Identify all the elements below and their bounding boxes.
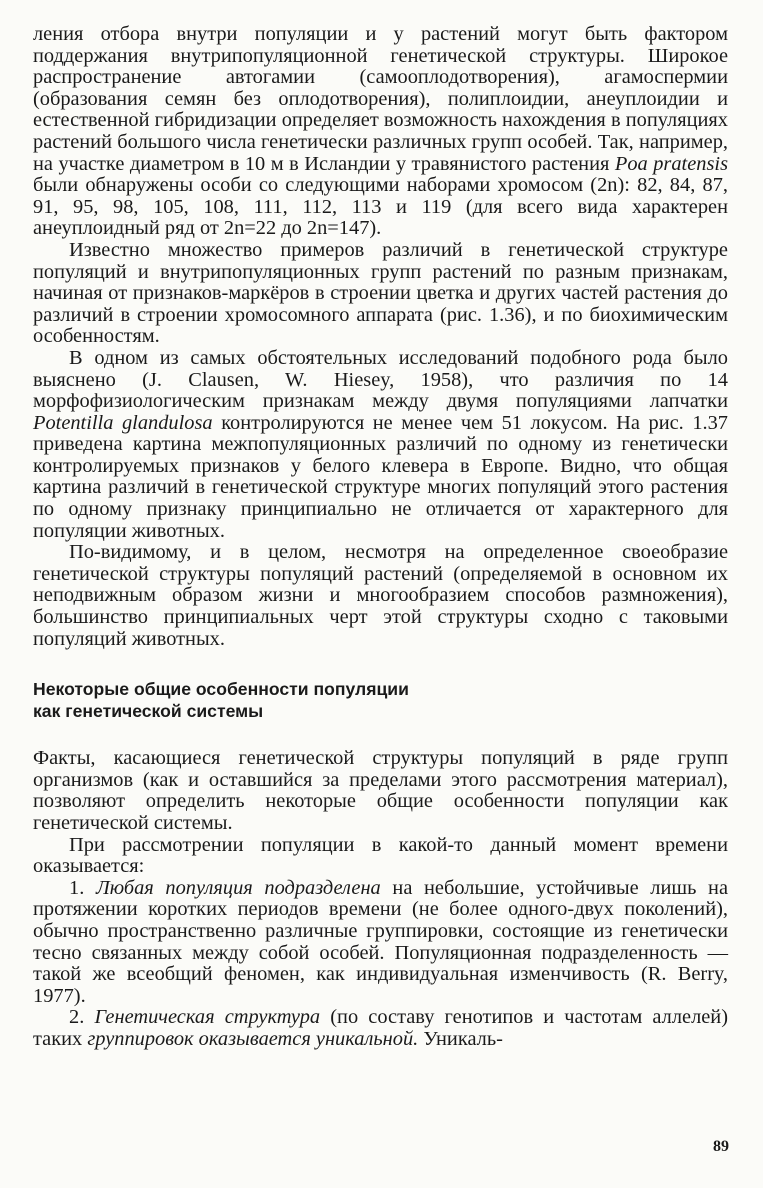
paragraph-4: По-видимому, и в целом, несмотря на определенное своеобразие генетической структуры популяций растений (определяемой в основном их неподвижным образом жизни и многообразием способов размножения), большинство принципиальных черт этой структуры сходно с таковыми популяций животных. <box>33 541 728 650</box>
list-item-1 <box>33 878 728 1008</box>
page-body <box>33 24 728 1051</box>
list-item-2-text: (по составу генотипов и частотам аллелей) таких <box>33 1006 728 1050</box>
section-heading <box>33 678 728 722</box>
list-item-2-italic-2: группировок оказывается уникальной. <box>87 1027 419 1050</box>
species-name: Poa pratensis <box>614 152 729 175</box>
species-name: Potentilla glandulosa <box>33 411 213 434</box>
section-heading-line-1: Некоторые общие особенности популяции <box>33 679 409 700</box>
list-item-2-italic: Генетическая структура <box>94 1006 321 1029</box>
list-item-2 <box>33 1007 728 1050</box>
list-item-1-italic: Любая популяция подразделена <box>95 876 381 899</box>
paragraph-6: При рассмотрении популяции в какой-то данный момент времени оказывается: <box>33 833 728 878</box>
section-heading-line-2: как генетической системы <box>33 701 264 722</box>
list-item-1-number: 1. <box>69 876 85 899</box>
page-number: 89 <box>713 1138 729 1155</box>
list-item-2-number: 2. <box>69 1006 85 1029</box>
paragraph-5: Факты, касающиеся генетической структуры популяций в ряде групп организмов (как и оставшийся за пределами этого рассмотрения материал), позволяют определить некоторые общие особенности популяции как генетической системы. <box>33 747 728 834</box>
list-item-1-text: на небольшие, устойчивые лишь на протяжении коротких периодов времени (не более одного-двух поколений), обычно пространственно различные группировки, состоящие из генетически тесно связанных между собой особей. Популяционная подразделенность — такой же всеобщий феномен, как индивидуальная изменчивость (R. Berry, 1977). <box>33 876 728 1007</box>
paragraph-2: Известно множество примеров различий в генетической структуре популяций и внутрипопуляционных групп растений по разным признакам, начиная от признаков-маркёров в строении цветка и других частей растения до различий в строении хромосомного аппарата (рис. 1.36), и по биохимическим особенностям. <box>33 238 728 348</box>
paragraph-3: В одном из самых обстоятельных исследований подобного рода было выяснено (J. Clausen, W. Hiesey, 1958), что различия по 14 морфофизиологическим признакам между двумя популяциями лапчатки Potentilla glandulosa контролируются не менее чем 51 локусом. На рис. 1.37 приведена картина межпопуляционных различий по одному из генетически контролируемых признаков у белого клевера в Европе. Видно, что общая картина различий в генетической структуре многих популяций этого растения по одному признаку принципиально не отличается от характерного для популяции животных. <box>33 346 729 542</box>
paragraph-1: ления отбора внутри популяции и у растений могут быть фактором поддержания внутрипопуляционной генетической структуры. Широкое распространение автогамии (самооплодотворения), агамоспермии (образования семян без оплодотворения), полиплоидии, анеуплоидии и естественной гибридизации определяет возможность нахождения в популяциях растений большого числа генетически различных групп особей. Так, например, на участке диаметром в 10 м в Исландии у травянистого растения Poa pratensis были обнаружены особи со следующими наборами хромосом (2n): 82, 84, 87, 91, 95, 98, 105, 108, 111, 112, 113 и 119 (для всего вида характерен анеуплоидный ряд от 2n=22 до 2n=147). <box>33 23 729 240</box>
list-item-2-text-2: Уникаль- <box>423 1027 503 1050</box>
